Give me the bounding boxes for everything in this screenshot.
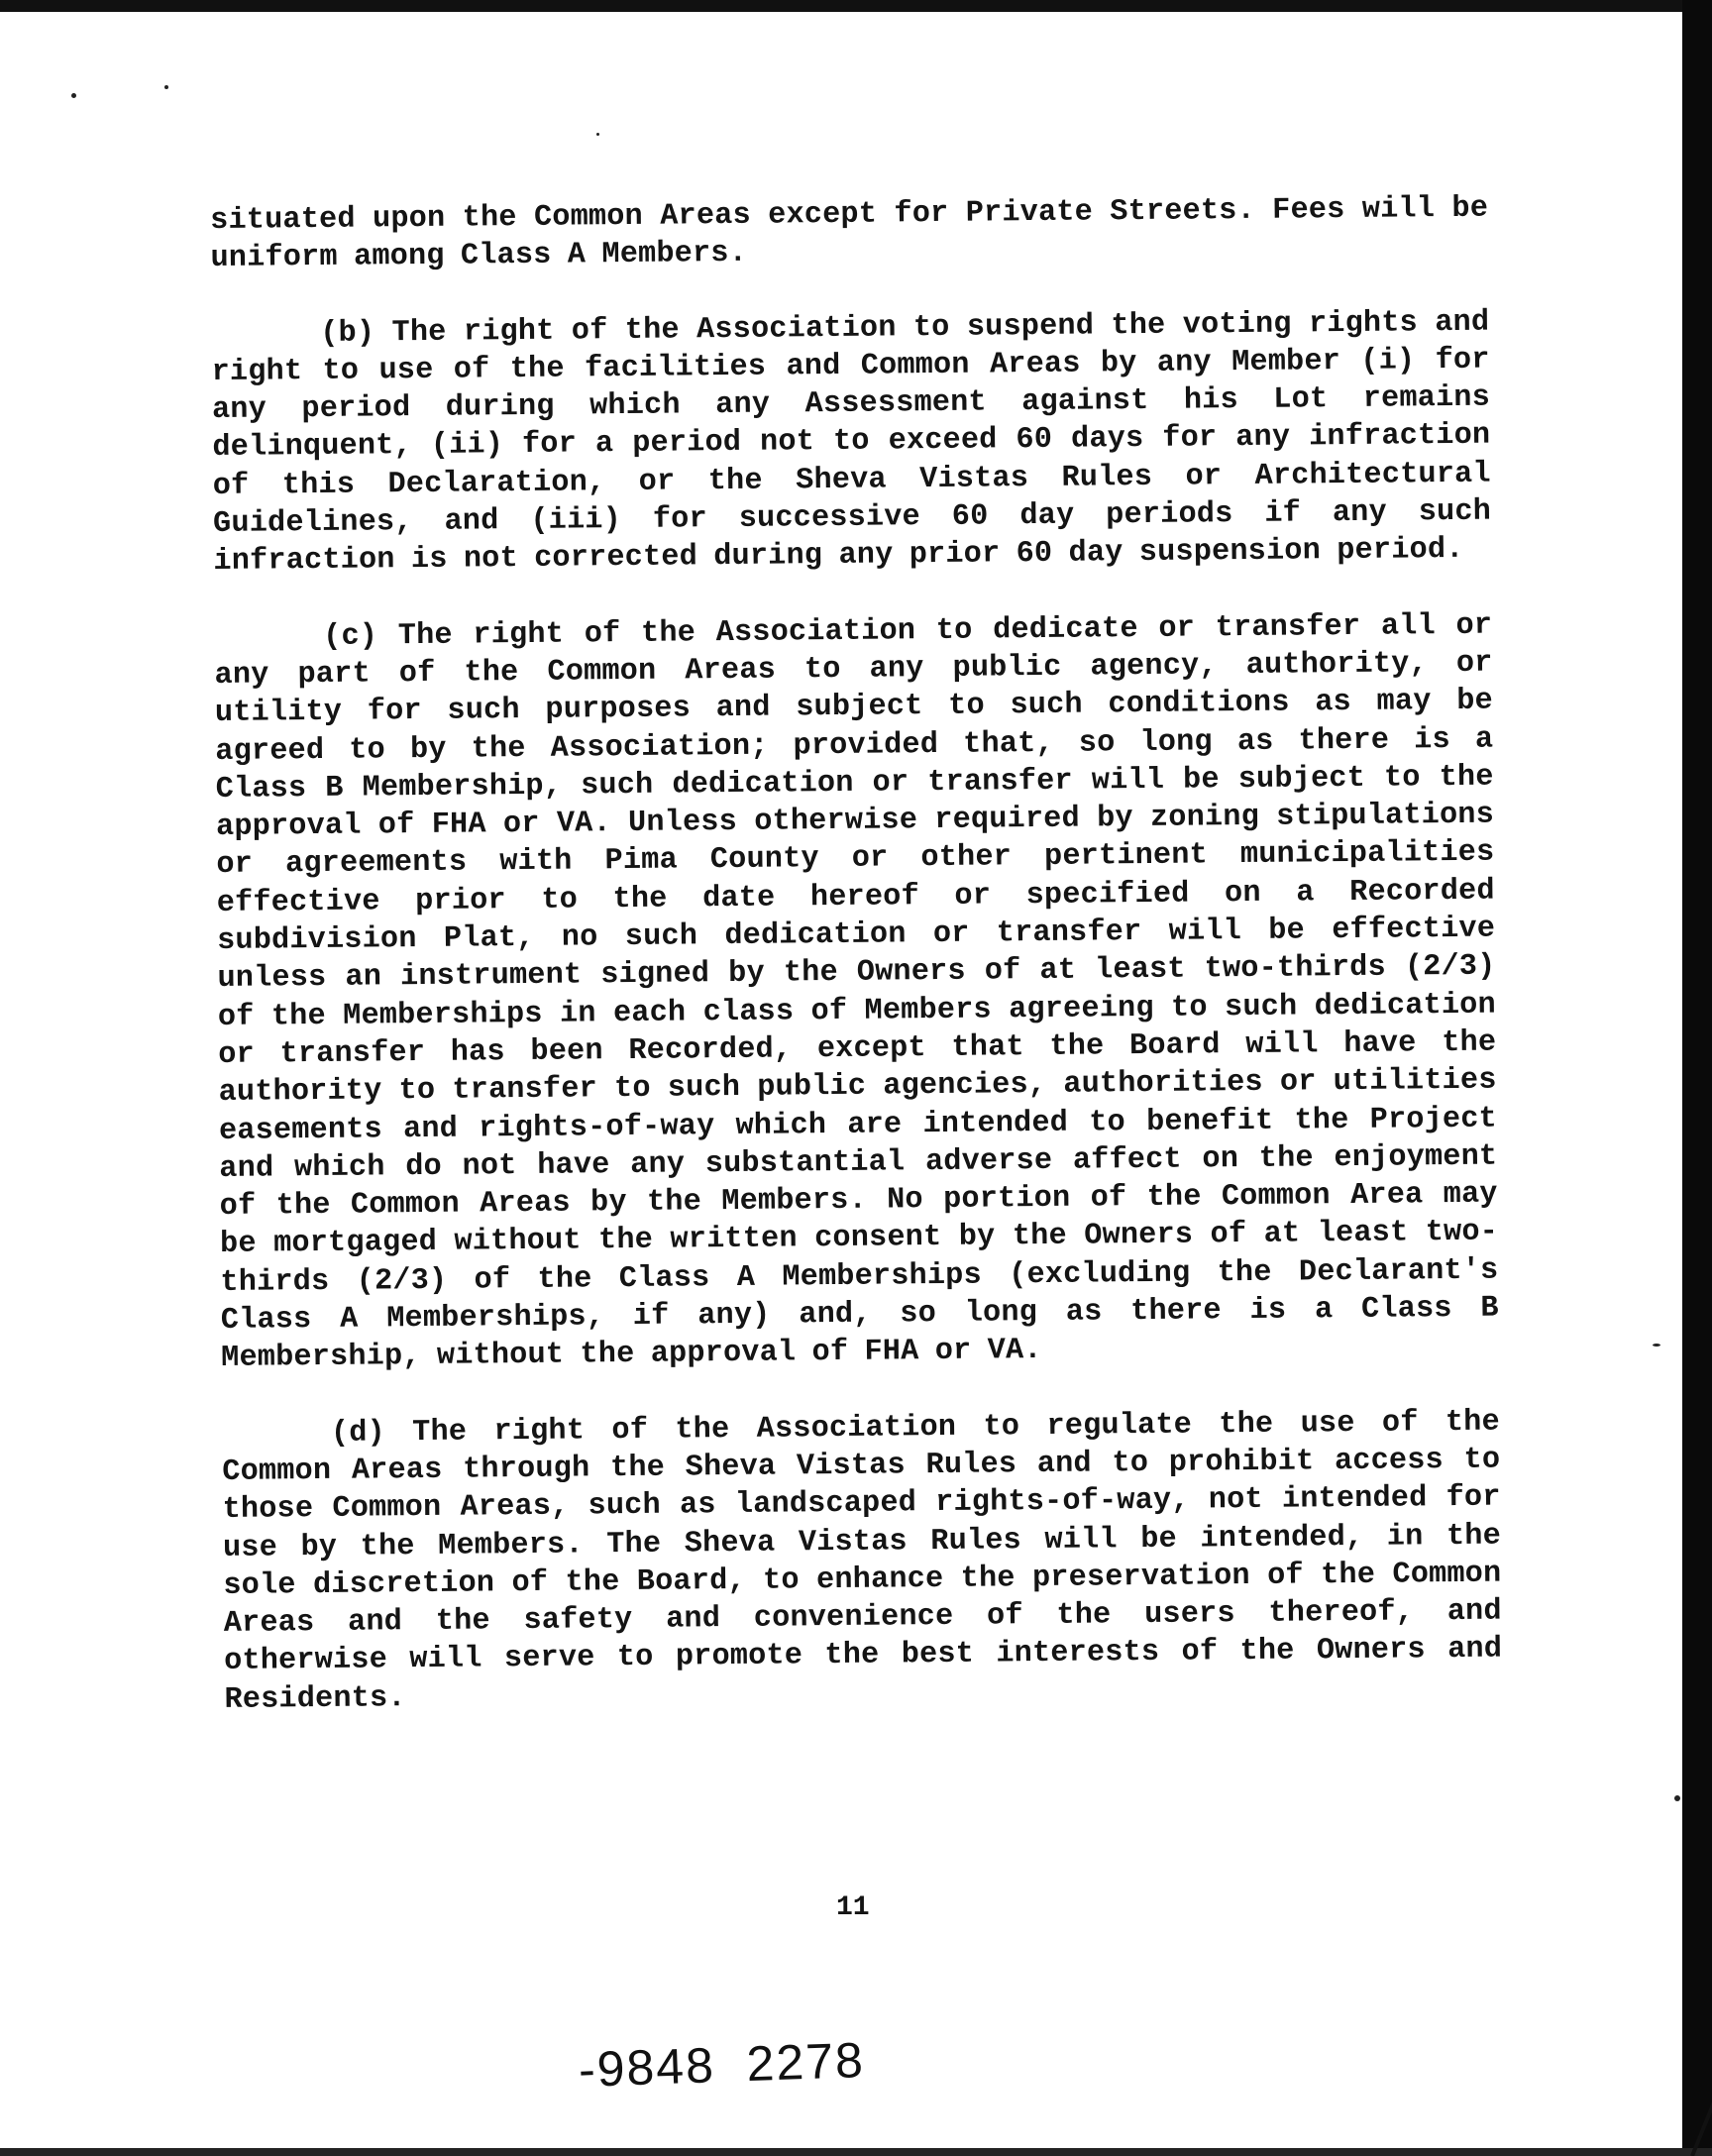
- scan-edge-top: [0, 0, 1712, 12]
- paragraph-b: (b) The right of the Association to suspend the voting rights and right to use of the facilities and Common Areas by any Member (i) for any period during which any Assessment against his Lot remains delinquent, (ii) for a period not to exceed 60 days for any infraction of this Declaration, or the Sheva Vistas Rules or Architectural Guidelines, and (iii) for successive 60 day periods if any such infraction is not corrected during any prior 60 day suspension period.: [211, 305, 1492, 580]
- page-number: 11: [836, 1892, 870, 1923]
- scan-speck: [164, 85, 168, 89]
- scan-edge-right: [1682, 0, 1712, 2156]
- paragraph-continuation: situated upon the Common Areas except for Private Streets. Fees will be uniform among Class A Members.: [210, 191, 1489, 276]
- scan-speck: [596, 133, 599, 136]
- document-body: [210, 190, 1503, 1757]
- paragraph-d: (d) The right of the Association to regulate the use of the Common Areas through the Sheva Vistas Rules and to prohibit access to those Common Areas, such as landscaped rights-of-way, not intended for use by the Members. The Sheva Vistas Rules will be intended, in the sole discretion of the Board, to enhance the preservation of the Common Areas and the safety and convenience of the users thereof, and otherwise will serve to promote the best interests of the Owners and Residents.: [222, 1405, 1503, 1717]
- scan-edge-bottom: [0, 2148, 1712, 2156]
- scan-speck: [1674, 1795, 1680, 1801]
- document-code: -9848 2278: [578, 2031, 866, 2098]
- paragraph-c: (c) The right of the Association to dedicate or transfer all or any part of the Common Areas to any public agency, authority, or utility for such purposes and subject to such conditions as may be agreed to by the Association; provided that, so long as there is a Class B Membership, such dedication or transfer will be subject to the approval of FHA or VA. Unless otherwise required by zoning stipulations or agreements with Pima County or other pertinent municipalities effective prior to the date hereof or specified on a Recorded subdivision Plat, no such dedication or transfer will be effective unless an instrument signed by the Owners of at least two-thirds (2/3) of the Memberships in each class of Members agreeing to such dedication or transfer has been Recorded, except that the Board will have the authority to transfer to such public agencies, authorities or utilities easements and rights-of-way which are intended to benefit the Project and which do not have any substantial adverse affect on the enjoyment of the Common Areas by the Members. No portion of the Common Area may be mortgaged without the written consent by the Owners of at least two-thirds (2/3) of the Class A Memberships (excluding the Declarant's Class A Memberships, if any) and, so long as there is a Class B Membership, without the approval of FHA or VA.: [214, 608, 1499, 1376]
- scan-speck: [1653, 1344, 1660, 1347]
- scan-speck: [71, 93, 76, 98]
